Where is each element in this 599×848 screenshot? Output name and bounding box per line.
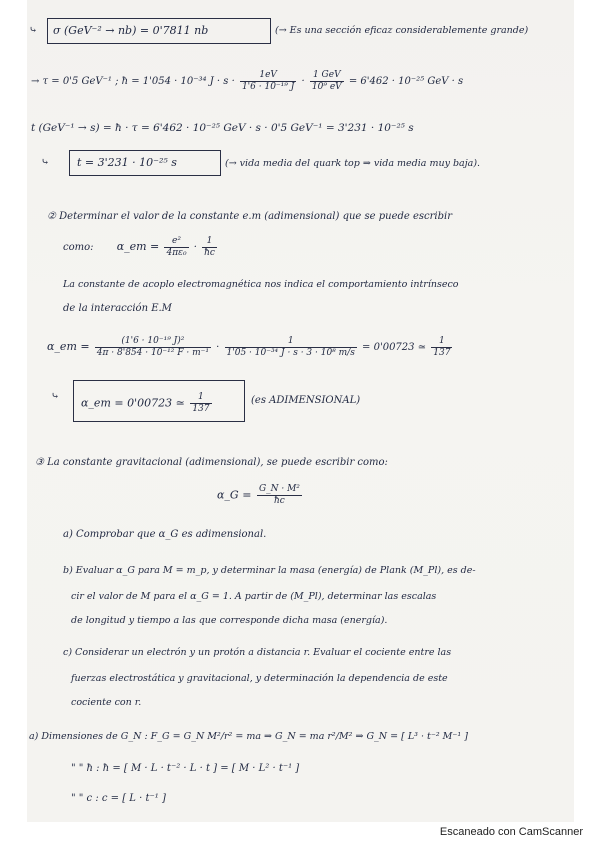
cross-section-result: σ (GeV⁻² → nb) = 0'7811 nb bbox=[53, 24, 209, 37]
result-arrow-icon: ⤷ bbox=[29, 25, 38, 36]
dimensions-gn: a) Dimensiones de G_N : F_G = G_N M²/r² = ma ⇒ G_N = ma r²/M² ⇒ G_N = [ L³ · t⁻² M⁻¹ ] bbox=[29, 731, 468, 742]
problem-3-statement: ③ La constante gravitacional (adimensional), se puede escribir como: bbox=[35, 457, 388, 468]
coupling-explanation-cont: de la interacción E.M bbox=[63, 303, 172, 314]
part-b-statement-cont: cir el valor de M para el α_G = 1. A partir de (M_Pl), determinar las escalas bbox=[71, 591, 437, 602]
fraction-ev-joule: $\frac{1eV}{\text{1'6 · 10⁻¹⁹ J}}$ bbox=[241, 70, 295, 92]
fraction-gev-ev: $\frac{\text{1 GeV}}{\text{10⁹ eV}}$ bbox=[311, 70, 342, 92]
hbar-conversion-line: → τ = 0'5 GeV⁻¹ ; ħ = 1'054 · 10⁻³⁴ J · s · $\frac{1eV}{\text{1'6 · 10⁻¹⁹ J}}$ · $\frac{\text{1 GeV}}{\text{10⁹ eV}}$ = 6'462 · 10⁻²⁵ GeV · s bbox=[31, 70, 464, 92]
cross-section-comment: (→ Es una sección eficaz considerablemente grande) bbox=[275, 25, 529, 36]
part-c-statement-end: cociente con r. bbox=[71, 697, 142, 708]
alpha-em-calculation: α_em = $\frac{\text{(1'6 · 10⁻¹⁹ J)²}}{\text{4π · 8'854 · 10⁻¹² F · m⁻¹}}$ · $\frac{1}{\text{1'05 · 10⁻³⁴ J · s · 3 · 10⁸ m/s}}$ = 0'00723 ≃ $\frac{1}{137}$ bbox=[47, 336, 451, 358]
part-b-statement-end: de longitud y tiempo a las que corresponde dicha masa (energía). bbox=[71, 615, 388, 626]
time-conversion-line: t (GeV⁻¹ → s) = ħ · τ = 6'462 · 10⁻²⁵ GeV · s · 0'5 GeV⁻¹ = 3'231 · 10⁻²⁵ s bbox=[31, 122, 414, 134]
alpha-em-result: α_em = 0'00723 ≃ $\frac{1}{137}$ bbox=[81, 392, 210, 414]
lifetime-result: t = 3'231 · 10⁻²⁵ s bbox=[77, 156, 177, 169]
alpha-em-definition: como: α_em = $\frac{\text{e²}}{\text{4πε₀}}$ · $\frac{1}{ħc}$ bbox=[63, 236, 215, 258]
part-c-statement-cont: fuerzas electrostática y gravitacional, y determinación la dependencia de este bbox=[71, 673, 448, 684]
lifetime-comment: (→ vida media del quark top ⇒ vida media muy baja). bbox=[225, 158, 481, 169]
scanned-page bbox=[27, 0, 574, 822]
dimensions-c: " " c : c = [ L · t⁻¹ ] bbox=[71, 793, 166, 804]
result-arrow-icon: ⤷ bbox=[41, 157, 50, 168]
adimensional-note: (es ADIMENSIONAL) bbox=[251, 395, 361, 406]
part-a-statement: a) Comprobar que α_G es adimensional. bbox=[63, 529, 267, 540]
coupling-explanation: La constante de acoplo electromagnética nos indica el comportamiento intrínseco bbox=[63, 279, 459, 290]
dimensions-hbar: " " ħ : ħ = [ M · L · t⁻² · L · t ] = [ M · L² · t⁻¹ ] bbox=[71, 763, 300, 774]
camscanner-footer: Escaneado con CamScanner bbox=[439, 826, 583, 838]
part-b-statement: b) Evaluar α_G para M = m_p, y determinar la masa (energía) de Plank (M_Pl), es de- bbox=[63, 565, 476, 576]
result-arrow-icon: ⤷ bbox=[51, 391, 60, 402]
alpha-g-definition: α_G = $\frac{\text{G\_N · M²}}{ħc}$ bbox=[217, 484, 300, 506]
part-c-statement: c) Considerar un electrón y un protón a distancia r. Evaluar el cociente entre las bbox=[63, 647, 452, 658]
hbar-conversion-result: = 6'462 · 10⁻²⁵ GeV · s bbox=[348, 76, 464, 87]
problem-2-statement: ② Determinar el valor de la constante e.m (adimensional) que se puede escribir bbox=[47, 211, 453, 222]
hbar-conversion-text: → τ = 0'5 GeV⁻¹ ; ħ = 1'054 · 10⁻³⁴ J · s · bbox=[31, 76, 235, 87]
